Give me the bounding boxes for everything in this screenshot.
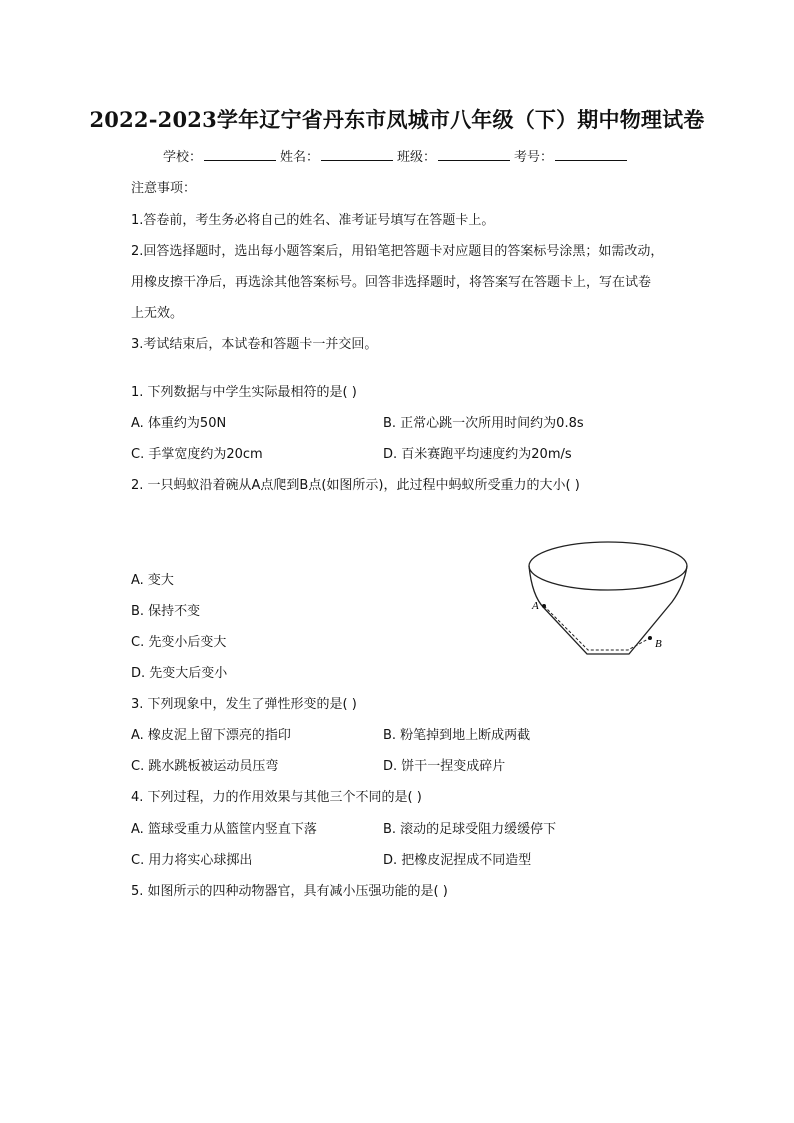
note-item-1: 1.答卷前，考生务必将自己的姓名、准考证号填写在答题卡上。: [131, 213, 495, 228]
question-3-option-d: D. 饼干一捏变成碎片: [383, 759, 506, 774]
question-4-option-a: A. 篮球受重力从篮筐内竖直下落: [131, 822, 317, 837]
bowl-figure: [522, 536, 694, 664]
question-1-option-d: D. 百米赛跑平均速度约为20m/s: [383, 447, 572, 462]
question-5-stem: 5. 如图所示的四种动物器官，具有减小压强功能的是( ): [131, 884, 448, 899]
notes-heading: 注意事项：: [131, 181, 197, 196]
school-label: 学校：: [162, 150, 202, 165]
question-4-stem: 4. 下列过程，力的作用效果与其他三个不同的是( ): [131, 790, 422, 805]
question-2-stem: 2. 一只蚂蚁沿着碗从A点爬到B点(如图所示)，此过程中蚂蚁所受重力的大小( ): [131, 478, 580, 493]
point-b-label: B: [655, 638, 662, 650]
class-blank: [438, 148, 510, 161]
question-4-option-c: C. 用力将实心球掷出: [131, 853, 253, 868]
question-4-option-b: B. 滚动的足球受阻力缓缓停下: [383, 822, 557, 837]
note-item-2-line-1: 2.回答选择题时，选出每小题答案后，用铅笔把答题卡对应题目的答案标号涂黑；如需改动，: [131, 244, 664, 259]
question-1-stem: 1. 下列数据与中学生实际最相符的是( ): [131, 385, 357, 400]
note-item-2-line-2: 用橡皮擦干净后，再选涂其他答案标号。回答非选择题时，将答案写在答题卡上，写在试卷: [131, 275, 652, 290]
question-1-option-a: A. 体重约为50N: [131, 416, 227, 431]
school-blank: [204, 148, 276, 161]
bowl-body: [529, 566, 687, 654]
exam-number-label: 考号：: [514, 150, 554, 165]
exam-number-blank: [555, 148, 627, 161]
question-3-stem: 3. 下列现象中，发生了弹性形变的是( ): [131, 697, 357, 712]
student-info-line: [0, 146, 794, 165]
question-3-option-a: A. 橡皮泥上留下漂亮的指印: [131, 728, 291, 743]
exam-title: 2022-2023学年辽宁省丹东市凤城市八年级（下）期中物理试卷: [89, 107, 705, 132]
class-label: 班级：: [397, 150, 437, 165]
question-1-option-b: B. 正常心跳一次所用时间约为0.8s: [383, 416, 584, 431]
bowl-rim: [529, 542, 687, 590]
note-item-3: 3.考试结束后，本试卷和答题卡一并交回。: [131, 337, 378, 352]
point-b-marker: [648, 636, 652, 640]
question-3-option-c: C. 跳水跳板被运动员压弯: [131, 759, 279, 774]
question-2-option-b: B. 保持不变: [131, 604, 201, 619]
name-label: 姓名：: [279, 150, 319, 165]
question-4-option-d: D. 把橡皮泥捏成不同造型: [383, 853, 532, 868]
name-blank: [321, 148, 393, 161]
question-1-option-c: C. 手掌宽度约为20cm: [131, 447, 263, 462]
question-2-option-a: A. 变大: [131, 573, 174, 588]
point-a-label: A: [532, 600, 539, 612]
question-3-option-b: B. 粉笔掉到地上断成两截: [383, 728, 531, 743]
question-2-option-c: C. 先变小后变大: [131, 635, 227, 650]
point-a-marker: [542, 604, 546, 608]
ant-path: [544, 606, 650, 650]
question-2-option-d: D. 先变大后变小: [131, 666, 228, 681]
note-item-2-line-3: 上无效。: [131, 306, 184, 321]
